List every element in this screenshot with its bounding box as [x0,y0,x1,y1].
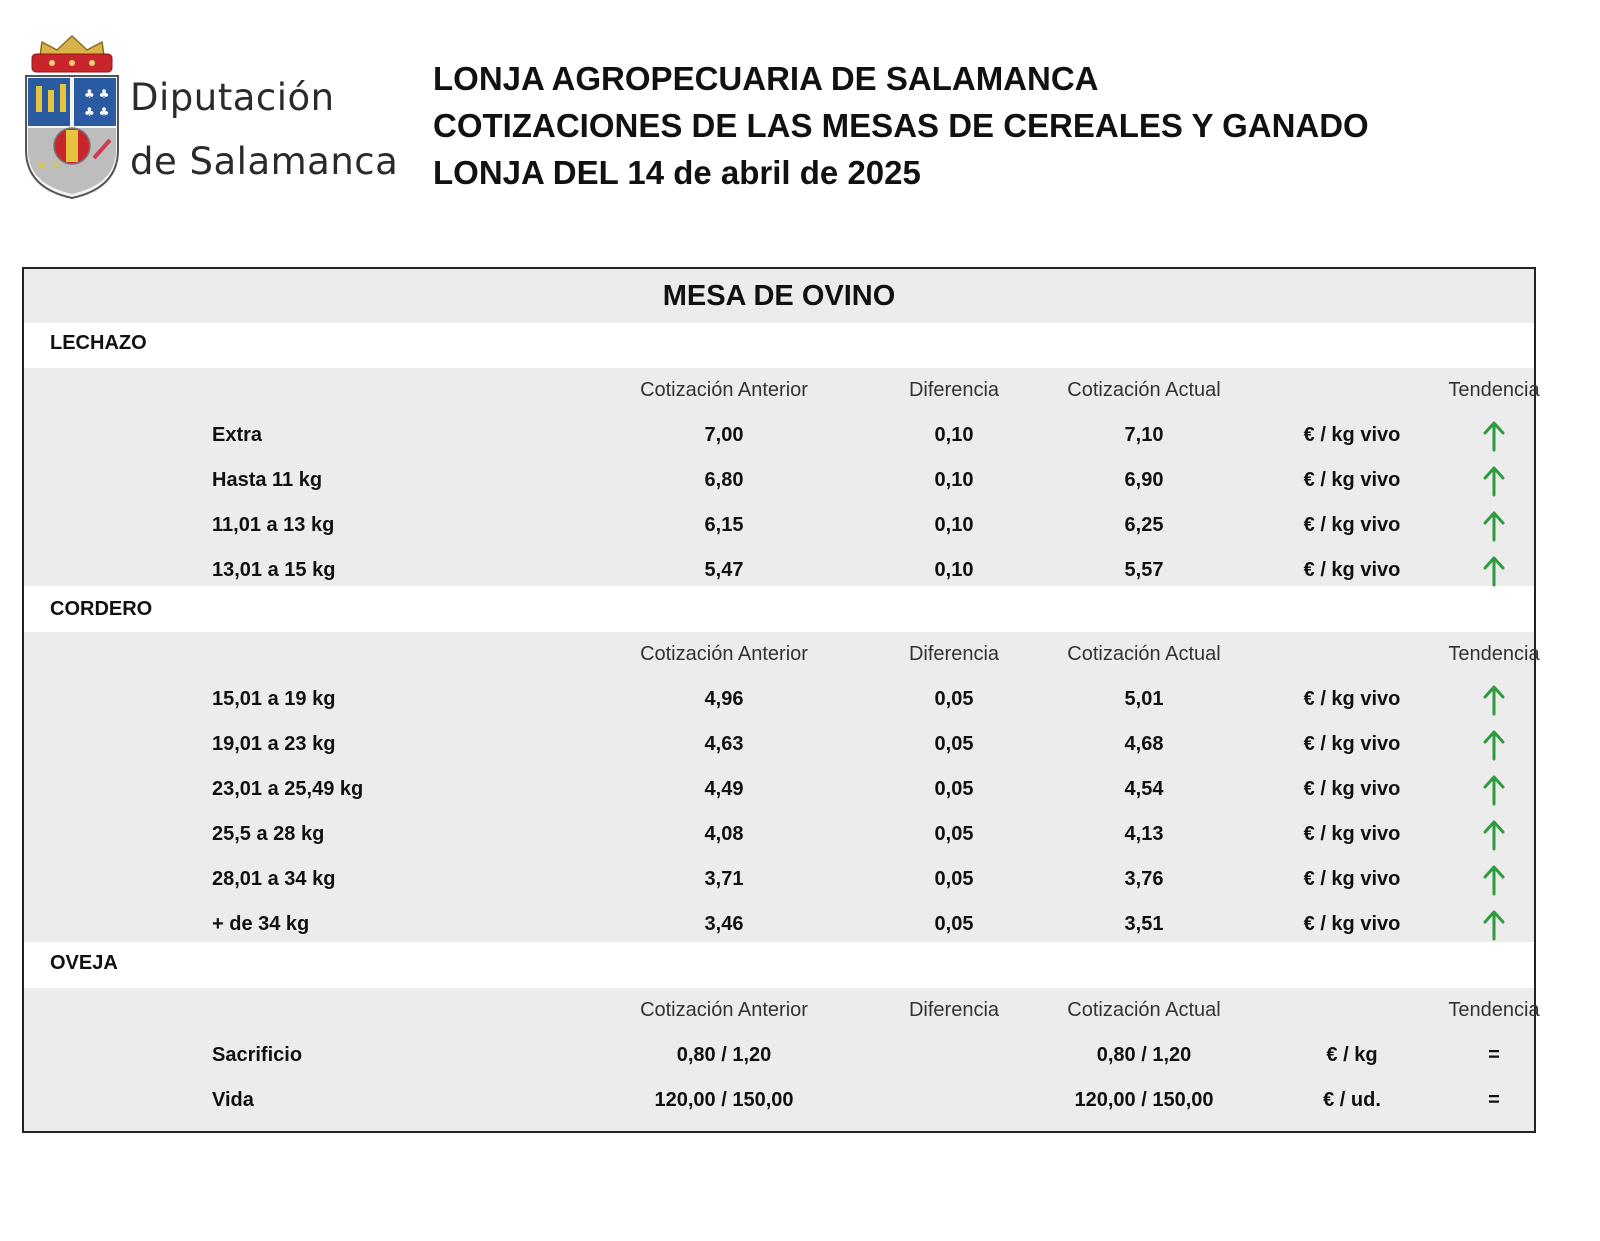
cotizacion-actual: 5,01 [1124,688,1164,710]
svg-text:✕ ✕: ✕ ✕ [36,159,62,174]
cotizacion-anterior: 5,47 [704,559,744,581]
col-header-diferencia: Diferencia [908,999,1000,1021]
diferencia: 0,05 [934,733,974,755]
cotizacion-anterior: 4,49 [704,778,744,800]
diferencia: 0,05 [934,778,974,800]
table-row [24,413,1534,458]
table-row [24,812,1534,857]
unit: € / kg vivo [1303,559,1401,581]
cotizacion-anterior: 0,80 / 1,20 [676,1044,772,1066]
table-row [24,1033,1534,1078]
table-title: MESA DE OVINO [24,269,1534,323]
table-row [24,767,1534,812]
col-header-anterior: Cotización Anterior [640,643,808,665]
document-header [433,55,1369,196]
arrow-up-icon [1482,774,1506,806]
cotizacion-anterior: 4,96 [704,688,744,710]
diferencia: 0,10 [934,469,974,491]
cotizacion-actual: 4,13 [1124,823,1164,845]
row-label: 25,5 a 28 kg [212,823,325,845]
cotizacion-actual: 3,76 [1124,868,1164,890]
trend-up-arrow-icon [1419,458,1569,503]
cotizacion-anterior: 120,00 / 150,00 [654,1089,794,1111]
col-header-tendencia: Tendencia [1448,999,1540,1021]
row-label: 28,01 a 34 kg [212,868,336,890]
table-row [24,503,1534,548]
table-row [24,902,1534,947]
logo-line-1: Diputación [130,76,335,119]
unit: € / kg [1326,1044,1378,1066]
header-date: LONJA DEL 14 de abril de 2025 [433,154,921,191]
unit: € / kg vivo [1303,469,1401,491]
cotizacion-actual: 5,57 [1124,559,1164,581]
arrow-up-icon [1482,510,1506,542]
arrow-up-icon [1482,684,1506,716]
trend-up-arrow-icon [1419,413,1569,458]
section-label-oveja: OVEJA [50,952,118,974]
cotizacion-actual: 6,25 [1124,514,1164,536]
diferencia: 0,10 [934,424,974,446]
section-band-oveja [24,988,1540,1131]
cotizacion-anterior: 7,00 [704,424,744,446]
section-band-cordero [24,632,1540,942]
unit: € / ud. [1323,1089,1381,1111]
coat-of-arms-icon [22,28,122,203]
table-row [24,857,1534,902]
trend-up-arrow-icon [1419,503,1569,548]
arrow-up-icon [1482,864,1506,896]
diferencia: 0,10 [934,559,974,581]
table-row [24,548,1534,593]
cotizacion-actual: 0,80 / 1,20 [1096,1044,1192,1066]
trend-equal: = [1488,1044,1500,1066]
header-subtitle: COTIZACIONES DE LAS MESAS DE CEREALES Y GANADO [433,107,1369,144]
unit: € / kg vivo [1303,823,1401,845]
column-headers [24,368,1540,413]
diputacion-logo [22,28,399,203]
cotizacion-actual: 7,10 [1124,424,1164,446]
col-header-diferencia: Diferencia [908,379,1000,401]
diferencia: 0,05 [934,823,974,845]
unit: € / kg vivo [1303,868,1401,890]
row-label: 15,01 a 19 kg [212,688,336,710]
cotizacion-actual: 6,90 [1124,469,1164,491]
cotizacion-anterior: 3,46 [704,913,744,935]
cotizacion-anterior: 6,80 [704,469,744,491]
cotizacion-actual: 4,54 [1124,778,1164,800]
row-label: Sacrificio [212,1044,303,1066]
unit: € / kg vivo [1303,778,1401,800]
col-header-tendencia: Tendencia [1448,379,1540,401]
svg-text:♣ ♣: ♣ ♣ [84,105,110,119]
row-label: 19,01 a 23 kg [212,733,336,755]
column-headers [24,988,1540,1033]
cotizacion-anterior: 3,71 [704,868,744,890]
arrow-up-icon [1482,729,1506,761]
cotizacion-anterior: 6,15 [704,514,744,536]
table-row [24,1078,1534,1123]
row-label: 13,01 a 15 kg [212,559,336,581]
cotizacion-actual: 120,00 / 150,00 [1074,1089,1214,1111]
arrow-up-icon [1482,420,1506,452]
trend-up-arrow-icon [1419,902,1569,947]
section-label-lechazo: LECHAZO [50,332,147,354]
col-header-actual: Cotización Actual [1067,999,1221,1021]
trend-up-arrow-icon [1419,812,1569,857]
cotizacion-actual: 3,51 [1124,913,1164,935]
unit: € / kg vivo [1303,514,1401,536]
diferencia: 0,05 [934,688,974,710]
logo-line-2: de Salamanca [130,140,399,183]
col-header-actual: Cotización Actual [1067,379,1221,401]
trend-up-arrow-icon [1419,722,1569,767]
row-label: + de 34 kg [212,913,310,935]
col-header-anterior: Cotización Anterior [640,999,808,1021]
trend-up-arrow-icon [1419,677,1569,722]
svg-text:♣ ♣: ♣ ♣ [84,87,110,101]
cotizacion-actual: 4,68 [1124,733,1164,755]
row-label: Extra [212,424,263,446]
arrow-up-icon [1482,819,1506,851]
cotizacion-anterior: 4,63 [704,733,744,755]
col-header-anterior: Cotización Anterior [640,379,808,401]
diferencia: 0,05 [934,868,974,890]
header-title: LONJA AGROPECUARIA DE SALAMANCA [433,60,1099,97]
trend-up-arrow-icon [1419,548,1569,593]
row-label: Vida [212,1089,254,1111]
trend-up-arrow-icon [1419,857,1569,902]
table-row [24,458,1534,503]
unit: € / kg vivo [1303,733,1401,755]
row-label: 23,01 a 25,49 kg [212,778,364,800]
unit: € / kg vivo [1303,424,1401,446]
table-row [24,722,1534,767]
section-label-cordero: CORDERO [50,598,153,620]
diferencia: 0,05 [934,913,974,935]
arrow-up-icon [1482,465,1506,497]
row-label: 11,01 a 13 kg [212,514,335,536]
trend-equal: = [1488,1089,1500,1111]
col-header-tendencia: Tendencia [1448,643,1540,665]
arrow-up-icon [1482,555,1506,587]
trend-up-arrow-icon [1419,767,1569,812]
col-header-diferencia: Diferencia [908,643,1000,665]
ovino-table [22,267,1540,1133]
row-label: Hasta 11 kg [212,469,323,491]
section-band-lechazo [24,368,1540,586]
diferencia: 0,10 [934,514,974,536]
arrow-up-icon [1482,909,1506,941]
col-header-actual: Cotización Actual [1067,643,1221,665]
table-row [24,677,1534,722]
cotizacion-anterior: 4,08 [704,823,744,845]
unit: € / kg vivo [1303,913,1401,935]
column-headers [24,632,1540,677]
unit: € / kg vivo [1303,688,1401,710]
